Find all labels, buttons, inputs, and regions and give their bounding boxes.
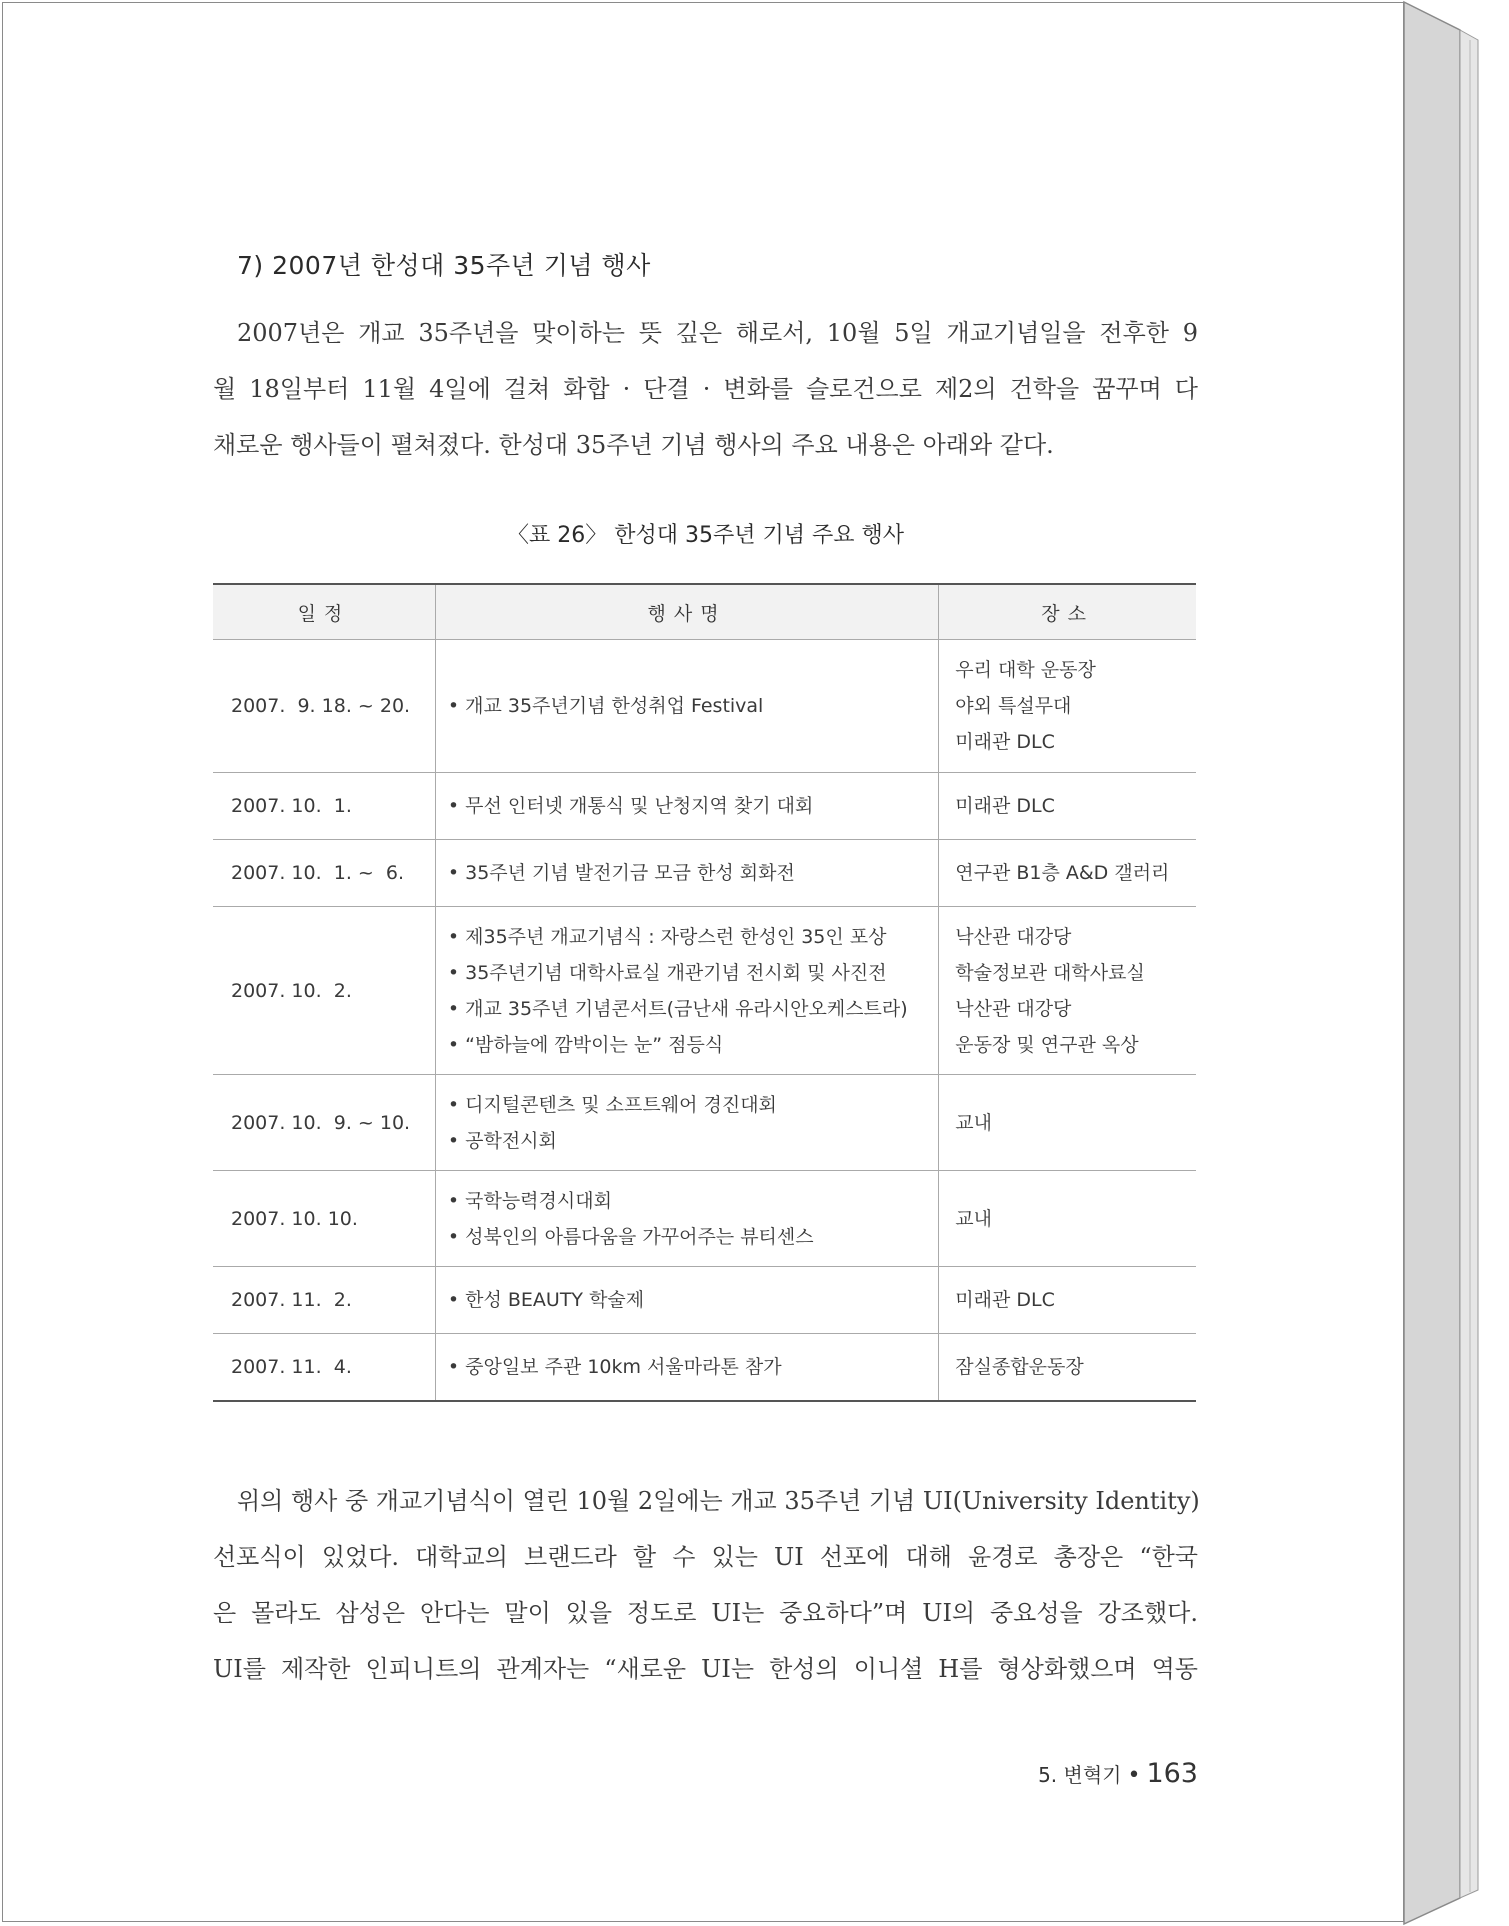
- body-line: 선포식이 있었다. 대학교의 브랜드라 할 수 있는 UI 선포에 대해 윤경로 총장은 “한국: [213, 1543, 1198, 1571]
- event-name-cell: [435, 1171, 938, 1267]
- event-name: • 무선 인터넷 개통식 및 난청지역 찾기 대회: [448, 788, 926, 824]
- event-place: 우리 대학 운동장: [955, 659, 1096, 681]
- event-name-cell: [435, 907, 938, 1075]
- event-date: 2007. 10. 9. ~ 10.: [213, 1075, 435, 1171]
- event-name: • 35주년기념 대학사료실 개관기념 전시회 및 사진전: [448, 955, 926, 991]
- event-name-cell: [435, 840, 938, 907]
- table-row: [213, 1075, 1196, 1171]
- event-place: 교내: [955, 1207, 992, 1230]
- table-row: [213, 1267, 1196, 1334]
- intro-line: 월 18일부터 11월 4일에 걸쳐 화합 · 단결 · 변화를 슬로건으로 제2의 건학을 꿈꾸며 다: [213, 375, 1198, 403]
- table-row: [213, 840, 1196, 907]
- header-event: 행사명: [435, 584, 938, 640]
- event-place: 운동장 및 연구관 옥상: [955, 1033, 1139, 1056]
- event-name: • 국학능력경시대회: [448, 1183, 926, 1219]
- event-date: 2007. 10. 1. ~ 6.: [213, 840, 435, 907]
- event-place: 잠실종합운동장: [955, 1355, 1084, 1378]
- body-line: 위의 행사 중 개교기념식이 열린 10월 2일에는 개교 35주년 기념 UI(University Identity): [237, 1487, 1200, 1515]
- event-place-cell: [939, 907, 1196, 1075]
- event-name: • “밤하늘에 깜박이는 눈” 점등식: [448, 1027, 926, 1063]
- event-place-cell: [939, 1075, 1196, 1171]
- event-name: • 한성 BEAUTY 학술제: [448, 1282, 926, 1318]
- chapter-label: 5. 변혁기: [1038, 1763, 1122, 1787]
- table-row: [213, 1334, 1196, 1401]
- event-date: 2007. 11. 4.: [213, 1334, 435, 1401]
- event-place-cell: [939, 1267, 1196, 1334]
- event-name: • 개교 35주년기념 한성취업 Festival: [448, 688, 926, 724]
- header-place: 장소: [939, 584, 1196, 640]
- intro-line: 2007년은 개교 35주년을 맞이하는 뜻 깊은 해로서, 10월 5일 개교기념일을 전후한 9: [237, 319, 1198, 347]
- intro-line: 채로운 행사들이 펼쳐졌다. 한성대 35주년 기념 행사의 주요 내용은 아래와 같다.: [213, 431, 1054, 459]
- event-name-cell: [435, 773, 938, 840]
- section-title: 7) 2007년 한성대 35주년 기념 행사: [237, 251, 651, 280]
- event-date: 2007. 10. 10.: [213, 1171, 435, 1267]
- event-name: • 성북인의 아름다움을 가꾸어주는 뷰티센스: [448, 1219, 926, 1255]
- event-date: 2007. 10. 2.: [213, 907, 435, 1075]
- header-date: 일정: [213, 584, 435, 640]
- event-name: • 디지털콘텐츠 및 소프트웨어 경진대회: [448, 1087, 926, 1123]
- table-row: [213, 640, 1196, 773]
- body-paragraph: [213, 1473, 1198, 1697]
- event-name-cell: [435, 1075, 938, 1171]
- event-name: • 개교 35주년 기념콘서트(금난새 유라시안오케스트라): [448, 991, 926, 1027]
- event-name: • 공학전시회: [448, 1123, 926, 1159]
- event-place-cell: [939, 1334, 1196, 1401]
- footer-bullet: •: [1127, 1763, 1141, 1788]
- event-place: 연구관 B1층 A&D 갤러리: [955, 862, 1170, 884]
- event-date: 2007. 11. 2.: [213, 1267, 435, 1334]
- event-name: • 중앙일보 주관 10km 서울마라톤 참가: [448, 1349, 926, 1385]
- table-row: [213, 907, 1196, 1075]
- event-date: 2007. 9. 18. ~ 20.: [213, 640, 435, 773]
- event-place: 야외 특설무대: [955, 695, 1072, 717]
- book-page: [2, 2, 1404, 1922]
- event-place: 낙산관 대강당: [955, 925, 1072, 948]
- page-footer: [1038, 1758, 1198, 1789]
- event-place-cell: [939, 640, 1196, 773]
- table-caption: 〈표 26〉 한성대 35주년 기념 주요 행사: [507, 523, 904, 548]
- event-name: • 35주년 기념 발전기금 모금 한성 회화전: [448, 855, 926, 891]
- event-name-cell: [435, 1267, 938, 1334]
- event-place-cell: [939, 773, 1196, 840]
- intro-paragraph: [213, 305, 1198, 473]
- event-place: 낙산관 대강당: [955, 997, 1072, 1020]
- events-table: [213, 583, 1196, 1402]
- event-name-cell: [435, 640, 938, 773]
- event-place: 미래관 DLC: [955, 731, 1055, 753]
- page-number: 163: [1146, 1758, 1198, 1789]
- event-place-cell: [939, 840, 1196, 907]
- body-line: 은 몰라도 삼성은 안다는 말이 있을 정도로 UI는 중요하다”며 UI의 중요성을 강조했다.: [213, 1599, 1198, 1627]
- event-place: 미래관 DLC: [955, 1289, 1055, 1311]
- event-place: 학술정보관 대학사료실: [955, 961, 1145, 984]
- body-line: UI를 제작한 인피니트의 관계자는 “새로운 UI는 한성의 이니셜 H를 형상화했으며 역동: [213, 1655, 1198, 1683]
- event-name-cell: [435, 1334, 938, 1401]
- event-date: 2007. 10. 1.: [213, 773, 435, 840]
- event-place: 교내: [955, 1111, 992, 1134]
- table-row: [213, 773, 1196, 840]
- table-row: [213, 1171, 1196, 1267]
- event-place: 미래관 DLC: [955, 795, 1055, 817]
- event-place-cell: [939, 1171, 1196, 1267]
- table-header-row: [213, 584, 1196, 640]
- event-name: • 제35주년 개교기념식 : 자랑스런 한성인 35인 포상: [448, 919, 926, 955]
